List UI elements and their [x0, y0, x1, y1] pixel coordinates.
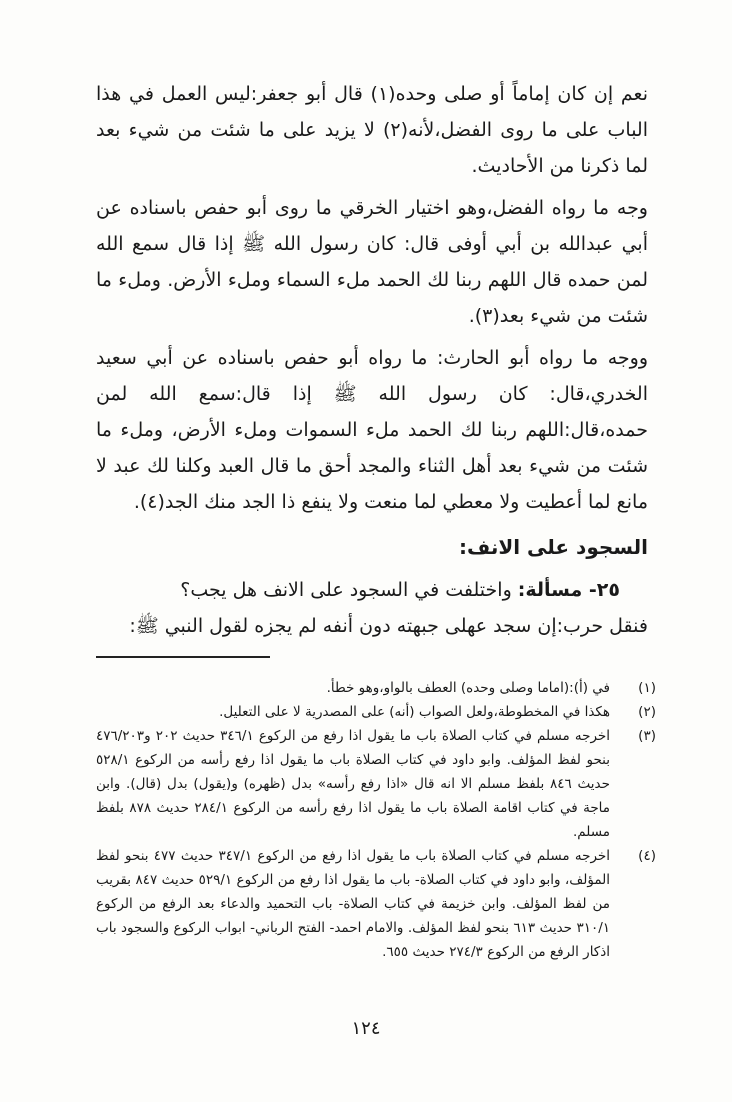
footnote-number: (١) [638, 680, 656, 696]
page-number: ١٢٤ [351, 1018, 381, 1039]
issue-answer: فنقل حرب:إن سجد عهلى جبهته دون أنفه لم يجزه لقول النبي ﷺ: [129, 615, 648, 637]
footnote-text: اخرجه مسلم في كتاب الصلاة باب ما يقول اذا رفع من الركوع ٣٤٦/١ حديث ٢٠٢ و٤٧٦/٢٠٣ بنحو لفظ المؤلف. وابو داود في كتاب الصلاة باب ما يقول اذا رفع رأسه من الركوع ٥٢٨/١ حديث ٨٤٦ بلفظ مسلم الا انه قال «اذا رفع رأسه» بدل (ظهره) و(يقول) بدل (قال). وابن ماجة في كتاب اقامة الصلاة باب ما يقول اذا رفع رأسه من الركوع ٢٨٤/١ حديث ٨٧٨ بلفظ مسلم. [96, 728, 611, 840]
issue-question-text: واختلفت في السجود على الانف هل يجب؟ [180, 579, 512, 601]
footnote-text: اخرجه مسلم في كتاب الصلاة باب ما يقول اذا رفع من الركوع ٣٤٧/١ حديث ٤٧٧ بنحو لفظ المؤلف، وابو داود في كتاب الصلاة- باب ما يقول اذا رفع من الركوع ٥٢٩/١ حديث ٨٤٧ بقريب من لفظ المؤلف. وابن خزيمة في كتاب الصلاة- باب التحميد والدعاء بعد الرفع من الركوع ٣١٠/١ حديث ٦١٣ بنحو لفظ المؤلف. والامام احمد- الفتح الرباني- ابواب الركوع والسجود باب اذكار الرفع من الركوع ٢٧٤/٣ حديث ٦٥٥. [96, 848, 611, 960]
footnote-item [96, 844, 656, 964]
footnote-number: (٢) [638, 704, 656, 720]
paragraph-1: نعم إن كان إماماً أو صلى وحده(١) قال أبو جعفر:ليس العمل في هذا الباب على ما روى الفضل،لأنه(٢) لا يزيد على ما شئت من شيء بعد لما ذكرنا من الأحاديث. [96, 83, 648, 177]
issue-question [96, 572, 648, 608]
footnote-text: هكذا في المخطوطة،ولعل الصواب (أنه) على المصدرية لا على التعليل. [219, 704, 610, 720]
footnote-text: في (أ):(اماما وصلى وحده) العطف بالواو،وهو خطأ. [326, 680, 610, 696]
paragraph-2: وجه ما رواه الفضل،وهو اختيار الخرقي ما روى أبو حفص باسناده عن أبي عبدالله بن أبي أوفى قال: كان رسول الله ﷺ إذا قال سمع الله لمن حمده قال اللهم ربنا لك الحمد ملء السماء وملء الأرض. وملء ما شئت من شيء بعد(٣). [96, 197, 648, 327]
issue-number: ٢٥- مسألة: [517, 579, 620, 601]
footnote-item [96, 724, 656, 844]
section-heading: السجود على الانف: [459, 535, 648, 559]
footnote-separator [96, 656, 270, 658]
main-text [96, 76, 648, 644]
paragraph-3: ووجه ما رواه أبو الحارث: ما رواه أبو حفص باسناده عن أبي سعيد الخدري،قال: كان رسول الله ﷺ إذا قال:سمع الله لمن حمده،قال:اللهم ربنا لك الحمد ملء السموات وملء الأرض، وملء ما شئت من شيء بعد أهل الثناء والمجد أحق ما قال العبد وكلنا لك عبد لا مانع لما أعطيت ولا معطي لما منعت ولا ينفع ذا الجد منك الجد(٤). [96, 347, 648, 513]
footnote-item [96, 700, 656, 724]
footnote-number: (٤) [638, 848, 656, 864]
footnote-number: (٣) [638, 728, 656, 744]
footnote-item [96, 676, 656, 700]
footnotes [96, 676, 656, 964]
